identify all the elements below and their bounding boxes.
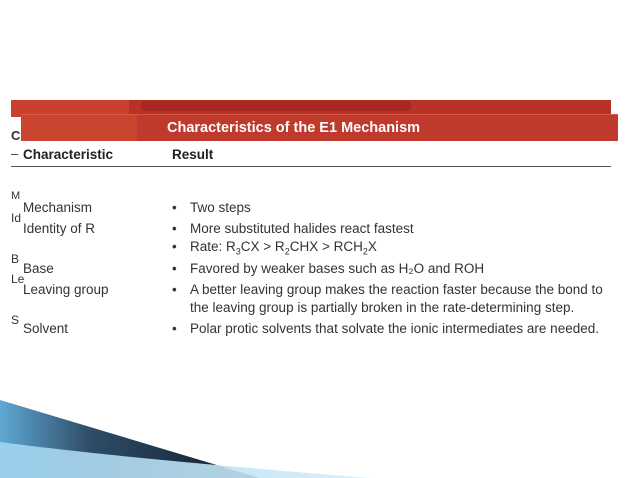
row-mechanism-result: Two steps [190,200,251,215]
ghost-letter-b: B [11,252,20,266]
ghost-letter-s: S [11,313,20,327]
ghost-letter-le: Le [11,272,25,286]
bullet-icon: • [172,239,177,254]
row-identity-characteristic: Identity of R [23,221,96,236]
bullet-icon: • [172,282,177,297]
column-header-result: Result [172,147,214,162]
row-leaving-group-result-line1: A better leaving group makes the reaction faster because the bond to [190,282,603,297]
row-identity-result: More substituted halides react fastest [190,221,414,236]
row-identity-rate: Rate: $R_3CX > R_2CHX > RCH_2X$ [190,239,377,257]
ghost-letter-id: Id [11,211,22,225]
bullet-icon: • [172,200,177,215]
bullet-icon: • [172,321,177,336]
row-mechanism-characteristic: Mechanism [23,200,93,215]
header-divider [11,166,611,167]
title-bar [21,114,618,141]
title-bar-stub [21,115,137,141]
ghost-letter-m: M [11,190,21,202]
row-base-characteristic: Base [23,261,54,276]
table-title: Characteristics of the E1 Mechanism [167,120,421,136]
row-solvent-result: Polar protic solvents that solvate the ionic intermediates are needed. [190,321,599,336]
column-header-characteristic: Characteristic [23,147,114,162]
row-solvent-characteristic: Solvent [23,321,69,336]
row-base-result: Favored by weaker bases such as H₂O and ROH [190,261,485,276]
underlying-title-ghost [141,101,411,111]
row-leaving-group-characteristic: Leaving group [23,282,109,297]
ghost-letter-c: C [11,128,21,143]
decorative-swoosh [0,380,420,478]
bullet-icon: • [172,221,177,236]
ghost-dash: – [11,146,19,161]
row-leaving-group-result-line2: the leaving group is partially broken in the rate-determining step. [190,300,575,315]
bullet-icon: • [172,261,177,276]
